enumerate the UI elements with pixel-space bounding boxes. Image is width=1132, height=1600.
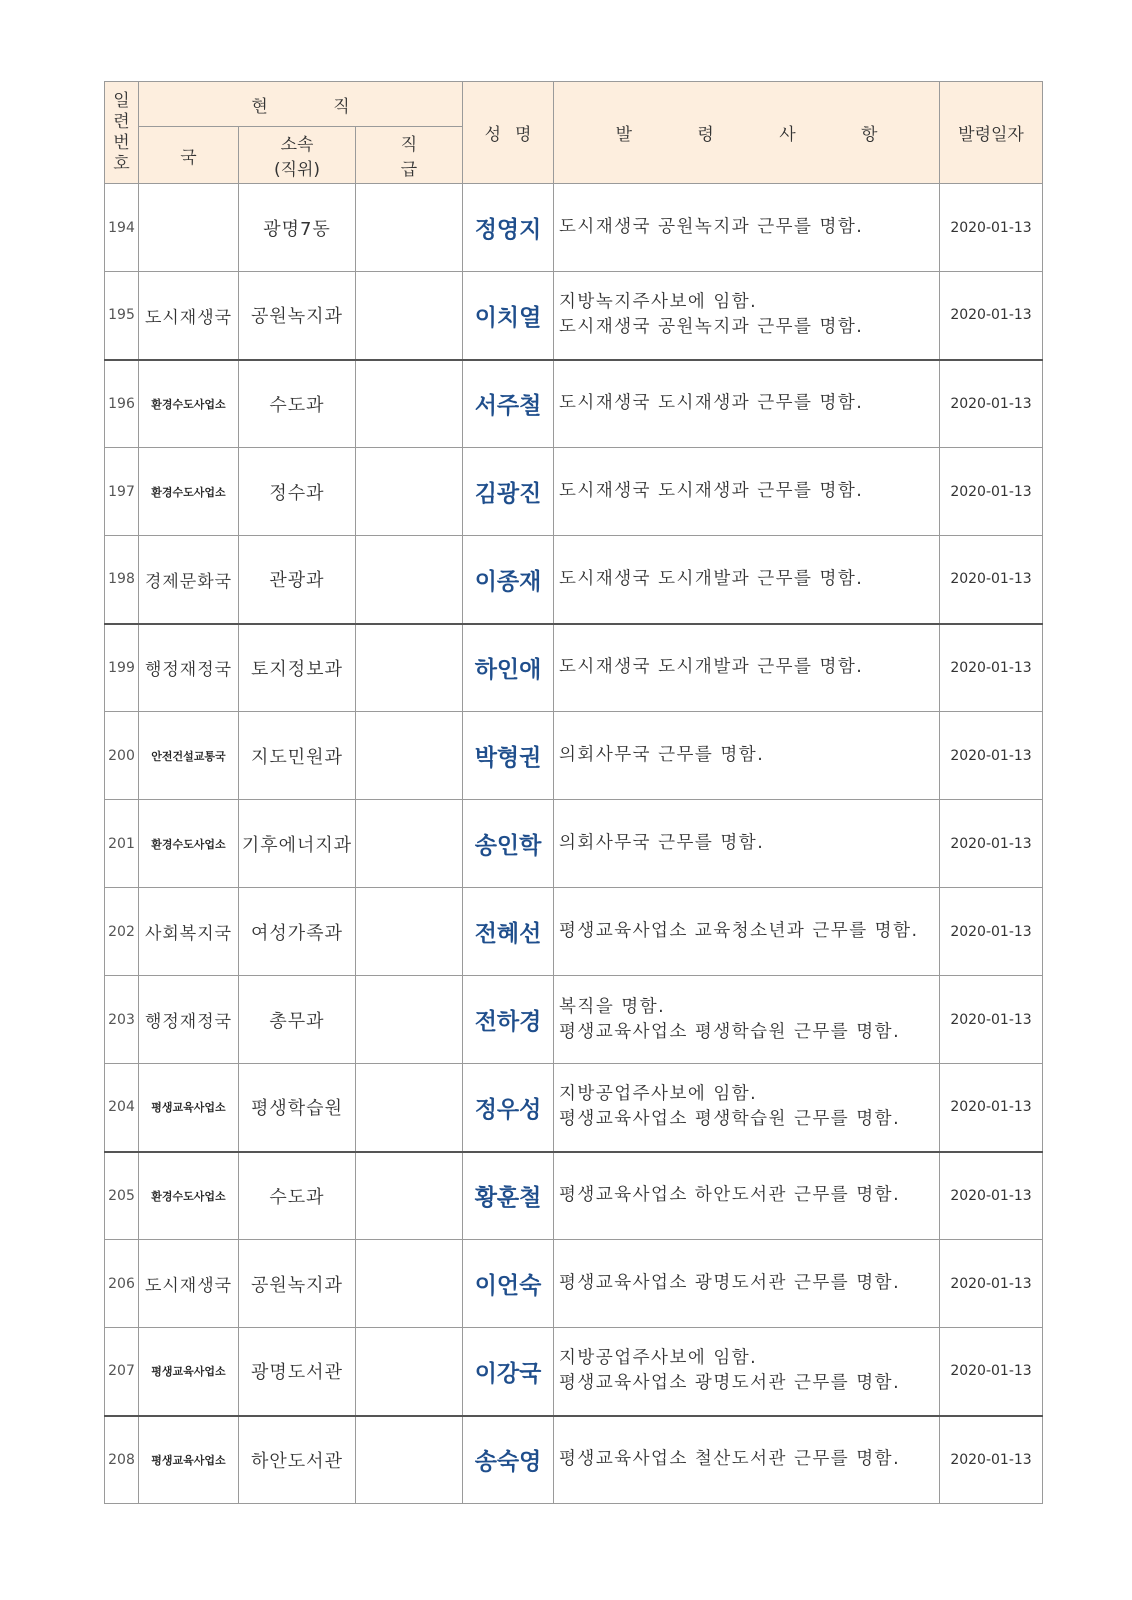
date-cell: 2020-01-13 bbox=[940, 1064, 1043, 1152]
name-cell: 송인학 bbox=[463, 800, 554, 888]
bureau-cell: 행정재정국 bbox=[139, 976, 239, 1064]
grade-cell bbox=[356, 360, 463, 448]
grade-cell bbox=[356, 888, 463, 976]
order-line: 평생교육사업소 평생학습원 근무를 명함. bbox=[559, 1021, 901, 1042]
table-row bbox=[105, 1152, 1043, 1240]
date-cell: 2020-01-13 bbox=[940, 624, 1043, 712]
bureau-cell: 경제문화국 bbox=[139, 536, 239, 624]
name-cell: 전혜선 bbox=[463, 888, 554, 976]
order-cell bbox=[554, 888, 940, 976]
serial-no-cell: 195 bbox=[105, 272, 139, 360]
table-row bbox=[105, 1064, 1043, 1152]
unit-cell: 공원녹지과 bbox=[239, 1240, 356, 1328]
serial-no-cell: 205 bbox=[105, 1152, 139, 1240]
bureau-cell: 도시재생국 bbox=[139, 1240, 239, 1328]
unit-cell: 평생학습원 bbox=[239, 1064, 356, 1152]
table-row bbox=[105, 184, 1043, 272]
table-row bbox=[105, 976, 1043, 1064]
date-cell: 2020-01-13 bbox=[940, 1416, 1043, 1504]
order-line: 도시재생국 도시개발과 근무를 명함. bbox=[559, 568, 864, 589]
order-line: 지방공업주사보에 임함. bbox=[559, 1348, 758, 1369]
grade-cell bbox=[356, 800, 463, 888]
bureau-cell: 환경수도사업소 bbox=[139, 800, 239, 888]
order-line: 의회사무국 근무를 명함. bbox=[559, 833, 765, 853]
order-line: 평생교육사업소 평생학습원 근무를 명함. bbox=[559, 1109, 901, 1130]
bureau-cell bbox=[139, 184, 239, 272]
grade-cell bbox=[356, 1240, 463, 1328]
name-cell: 이치열 bbox=[463, 272, 554, 360]
date-cell: 2020-01-13 bbox=[940, 712, 1043, 800]
unit-cell: 공원녹지과 bbox=[239, 272, 356, 360]
unit-cell: 광명7동 bbox=[239, 184, 356, 272]
order-cell bbox=[554, 360, 940, 448]
order-cell bbox=[554, 1240, 940, 1328]
unit-cell: 기후에너지과 bbox=[239, 800, 356, 888]
order-line: 복직을 명함. bbox=[559, 996, 666, 1017]
grade-cell bbox=[356, 624, 463, 712]
grade-cell bbox=[356, 1416, 463, 1504]
serial-no-cell: 199 bbox=[105, 624, 139, 712]
name-cell: 김광진 bbox=[463, 448, 554, 536]
order-line: 평생교육사업소 광명도서관 근무를 명함. bbox=[559, 1273, 901, 1293]
grade-header: 직 급 bbox=[356, 127, 463, 184]
unit-header-line2: (직위) bbox=[273, 160, 321, 180]
order-cell bbox=[554, 1152, 940, 1240]
bureau-header: 국 bbox=[139, 127, 239, 184]
serial-no-cell: 203 bbox=[105, 976, 139, 1064]
name-cell: 이강국 bbox=[463, 1328, 554, 1416]
order-line: 평생교육사업소 광명도서관 근무를 명함. bbox=[559, 1373, 901, 1394]
name-header: 성명 bbox=[463, 82, 554, 184]
order-cell bbox=[554, 712, 940, 800]
table-body bbox=[105, 184, 1043, 1504]
unit-header bbox=[239, 127, 356, 184]
order-line: 평생교육사업소 철산도서관 근무를 명함. bbox=[559, 1449, 901, 1470]
name-cell: 정우성 bbox=[463, 1064, 554, 1152]
name-cell: 황훈철 bbox=[463, 1152, 554, 1240]
table-row bbox=[105, 624, 1043, 712]
order-line: 의회사무국 근무를 명함. bbox=[559, 745, 765, 765]
date-cell: 2020-01-13 bbox=[940, 1328, 1043, 1416]
unit-cell: 관광과 bbox=[239, 536, 356, 624]
bureau-cell: 환경수도사업소 bbox=[139, 1152, 239, 1240]
date-cell: 2020-01-13 bbox=[940, 448, 1043, 536]
name-cell: 전하경 bbox=[463, 976, 554, 1064]
bureau-cell: 평생교육사업소 bbox=[139, 1064, 239, 1152]
date-cell: 2020-01-13 bbox=[940, 272, 1043, 360]
bureau-cell: 환경수도사업소 bbox=[139, 448, 239, 536]
date-cell: 2020-01-13 bbox=[940, 888, 1043, 976]
serial-no-cell: 206 bbox=[105, 1240, 139, 1328]
grade-cell bbox=[356, 448, 463, 536]
serial-no-cell: 202 bbox=[105, 888, 139, 976]
date-cell: 2020-01-13 bbox=[940, 1240, 1043, 1328]
order-line: 평생교육사업소 교육청소년과 근무를 명함. bbox=[559, 921, 919, 941]
serial-no-cell: 194 bbox=[105, 184, 139, 272]
table-row bbox=[105, 272, 1043, 360]
unit-cell: 수도과 bbox=[239, 1152, 356, 1240]
bureau-cell: 행정재정국 bbox=[139, 624, 239, 712]
serial-no-cell: 196 bbox=[105, 360, 139, 448]
table-row bbox=[105, 536, 1043, 624]
date-header: 발령일자 bbox=[940, 82, 1043, 184]
table-row bbox=[105, 1240, 1043, 1328]
table-row bbox=[105, 888, 1043, 976]
name-cell: 하인애 bbox=[463, 624, 554, 712]
name-cell: 이종재 bbox=[463, 536, 554, 624]
personnel-order-table bbox=[104, 81, 1043, 1504]
serial-no-cell: 198 bbox=[105, 536, 139, 624]
header-row-top bbox=[105, 82, 1043, 127]
grade-cell bbox=[356, 1152, 463, 1240]
current-post-header: 현 직 bbox=[139, 82, 463, 127]
grade-cell bbox=[356, 272, 463, 360]
grade-cell bbox=[356, 712, 463, 800]
grade-cell bbox=[356, 184, 463, 272]
serial-no-cell: 204 bbox=[105, 1064, 139, 1152]
table-row bbox=[105, 448, 1043, 536]
grade-cell bbox=[356, 976, 463, 1064]
order-cell bbox=[554, 624, 940, 712]
bureau-cell: 안전건설교통국 bbox=[139, 712, 239, 800]
unit-cell: 지도민원과 bbox=[239, 712, 356, 800]
grade-cell bbox=[356, 536, 463, 624]
serial-no-header-label: 일 련 번 호 bbox=[113, 90, 130, 174]
name-cell: 송숙영 bbox=[463, 1416, 554, 1504]
unit-cell: 광명도서관 bbox=[239, 1328, 356, 1416]
name-cell: 이언숙 bbox=[463, 1240, 554, 1328]
grade-cell bbox=[356, 1064, 463, 1152]
bureau-cell: 평생교육사업소 bbox=[139, 1328, 239, 1416]
serial-no-cell: 208 bbox=[105, 1416, 139, 1504]
order-cell bbox=[554, 448, 940, 536]
order-line: 지방녹지주사보에 임함. bbox=[559, 292, 758, 313]
serial-no-cell: 201 bbox=[105, 800, 139, 888]
order-cell bbox=[554, 1328, 940, 1416]
table-row bbox=[105, 712, 1043, 800]
unit-header-line1: 소속 bbox=[280, 135, 314, 155]
order-cell bbox=[554, 1064, 940, 1152]
unit-cell: 정수과 bbox=[239, 448, 356, 536]
bureau-cell: 환경수도사업소 bbox=[139, 360, 239, 448]
bureau-cell: 평생교육사업소 bbox=[139, 1416, 239, 1504]
bureau-cell: 도시재생국 bbox=[139, 272, 239, 360]
unit-cell: 토지정보과 bbox=[239, 624, 356, 712]
order-cell bbox=[554, 184, 940, 272]
table-row bbox=[105, 1328, 1043, 1416]
date-cell: 2020-01-13 bbox=[940, 976, 1043, 1064]
unit-cell: 하안도서관 bbox=[239, 1416, 356, 1504]
bureau-cell: 사회복지국 bbox=[139, 888, 239, 976]
order-cell bbox=[554, 536, 940, 624]
table-row bbox=[105, 800, 1043, 888]
order-cell bbox=[554, 976, 940, 1064]
serial-no-cell: 200 bbox=[105, 712, 139, 800]
order-line: 도시재생국 도시재생과 근무를 명함. bbox=[559, 393, 864, 414]
date-cell: 2020-01-13 bbox=[940, 184, 1043, 272]
unit-cell: 수도과 bbox=[239, 360, 356, 448]
order-line: 도시재생국 도시개발과 근무를 명함. bbox=[559, 657, 864, 678]
date-cell: 2020-01-13 bbox=[940, 1152, 1043, 1240]
name-cell: 서주철 bbox=[463, 360, 554, 448]
order-header: 발 령 사 항 bbox=[554, 82, 940, 184]
date-cell: 2020-01-13 bbox=[940, 800, 1043, 888]
unit-cell: 여성가족과 bbox=[239, 888, 356, 976]
order-line: 도시재생국 공원녹지과 근무를 명함. bbox=[559, 217, 864, 237]
serial-no-header bbox=[105, 82, 139, 184]
order-line: 도시재생국 도시재생과 근무를 명함. bbox=[559, 481, 864, 501]
table-row bbox=[105, 1416, 1043, 1504]
order-line: 지방공업주사보에 임함. bbox=[559, 1084, 758, 1105]
order-line: 도시재생국 공원녹지과 근무를 명함. bbox=[559, 317, 864, 338]
order-cell bbox=[554, 800, 940, 888]
serial-no-cell: 197 bbox=[105, 448, 139, 536]
order-line: 평생교육사업소 하안도서관 근무를 명함. bbox=[559, 1185, 901, 1206]
table-row bbox=[105, 360, 1043, 448]
order-cell bbox=[554, 272, 940, 360]
grade-cell bbox=[356, 1328, 463, 1416]
unit-cell: 총무과 bbox=[239, 976, 356, 1064]
order-cell bbox=[554, 1416, 940, 1504]
name-cell: 박형권 bbox=[463, 712, 554, 800]
serial-no-cell: 207 bbox=[105, 1328, 139, 1416]
date-cell: 2020-01-13 bbox=[940, 536, 1043, 624]
date-cell: 2020-01-13 bbox=[940, 360, 1043, 448]
name-cell: 정영지 bbox=[463, 184, 554, 272]
